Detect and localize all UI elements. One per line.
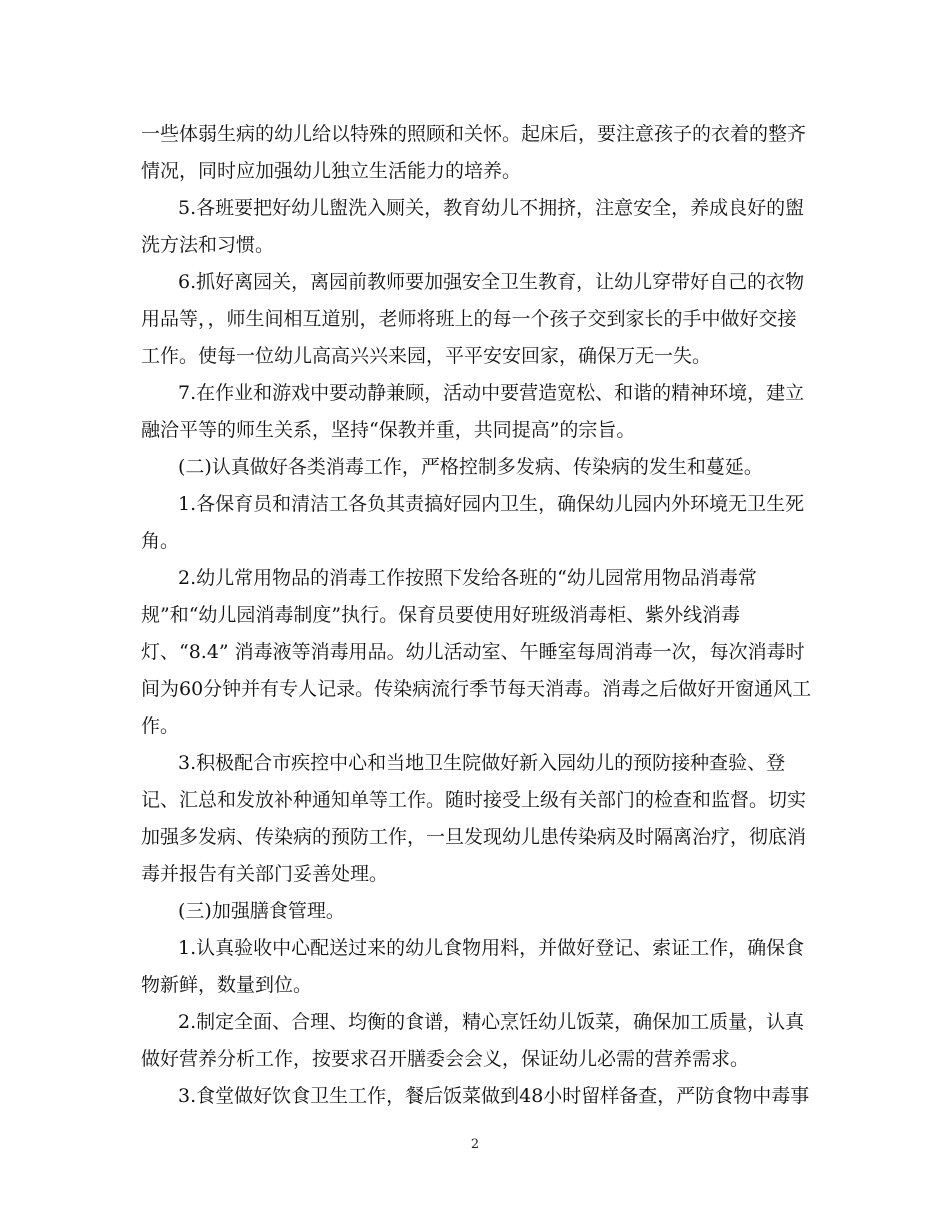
text-line: 2.幼儿常用物品的消毒工作按照下发给各班的“幼儿园常用物品消毒常 (178, 567, 757, 589)
text-line: 间为60分钟并有专人记录。传染病流行季节每天消毒。消毒之后做好开窗通风工 (141, 678, 812, 700)
text-line: 5.各班要把好幼儿盥洗入厕关，教育幼儿不拥挤，注意安全，养成良好的盥 (178, 197, 805, 219)
text-line: 1.各保育员和清洁工各负其责搞好园内卫生，确保幼儿园内外环境无卫生死 (178, 493, 805, 515)
text-line: 作。 (141, 715, 180, 737)
text-line: 3.积极配合市疾控中心和当地卫生院做好新入园幼儿的预防接种查验、登 (178, 752, 786, 774)
text-line: 7.在作业和游戏中要动静兼顾，活动中要营造宽松、和谐的精神环境，建立 (178, 382, 805, 404)
text-line: 6.抓好离园关，离园前教师要加强安全卫生教育，让幼儿穿带好自己的衣物 (178, 271, 805, 293)
text-line: 毒并报告有关部门妥善处理。 (141, 863, 389, 885)
text-line: 规”和“幼儿园消毒制度”执行。保育员要使用好班级消毒柜、紫外线消毒 (141, 604, 741, 626)
text-line: 角。 (141, 530, 180, 552)
text-line: 情况，同时应加强幼儿独立生活能力的培养。 (141, 160, 522, 182)
text-line: 3.食堂做好饮食卫生工作，餐后饭菜做到48小时留样备查，严防食物中毒事 (178, 1085, 810, 1107)
text-line: 加强多发病、传染病的预防工作，一旦发现幼儿患传染病及时隔离治疗，彻底消 (141, 826, 807, 848)
text-line: (二)认真做好各类消毒工作，严格控制多发病、传染病的发生和蔓延。 (178, 456, 763, 478)
text-line: 物新鲜，数量到位。 (141, 974, 313, 996)
text-line: 2.制定全面、合理、均衡的食谱，精心烹饪幼儿饭菜，确保加工质量，认真 (178, 1011, 805, 1033)
text-line: 灯、“8.4” 消毒液等消毒用品。幼儿活动室、午睡室每周消毒一次，每次消毒时 (141, 641, 805, 663)
text-line: 洗方法和习惯。 (141, 234, 275, 256)
text-line: 1.认真验收中心配送过来的幼儿食物用料，并做好登记、索证工作，确保食 (178, 937, 805, 959)
text-line: 一些体弱生病的幼儿给以特殊的照顾和关怀。起床后，要注意孩子的衣着的整齐 (141, 123, 807, 145)
document-body (141, 116, 831, 1115)
text-line: 工作。使每一位幼儿高高兴兴来园，平平安安回家，确保万无一失。 (141, 345, 712, 367)
text-line: 用品等，，师生间相互道别，老师将班上的每一个孩子交到家长的手中做好交接 (141, 308, 797, 330)
text-line: 记、汇总和发放补种通知单等工作。随时接受上级有关部门的检查和监督。切实 (141, 789, 807, 811)
text-line: (三)加强膳食管理。 (178, 900, 345, 922)
text-line: 做好营养分析工作，按要求召开膳委会会义，保证幼儿必需的营养需求。 (141, 1048, 750, 1070)
page-number: 2 (470, 1137, 480, 1152)
text-line: 融洽平等的师生关系，坚持“保教并重，共同提高”的宗旨。 (141, 419, 636, 441)
